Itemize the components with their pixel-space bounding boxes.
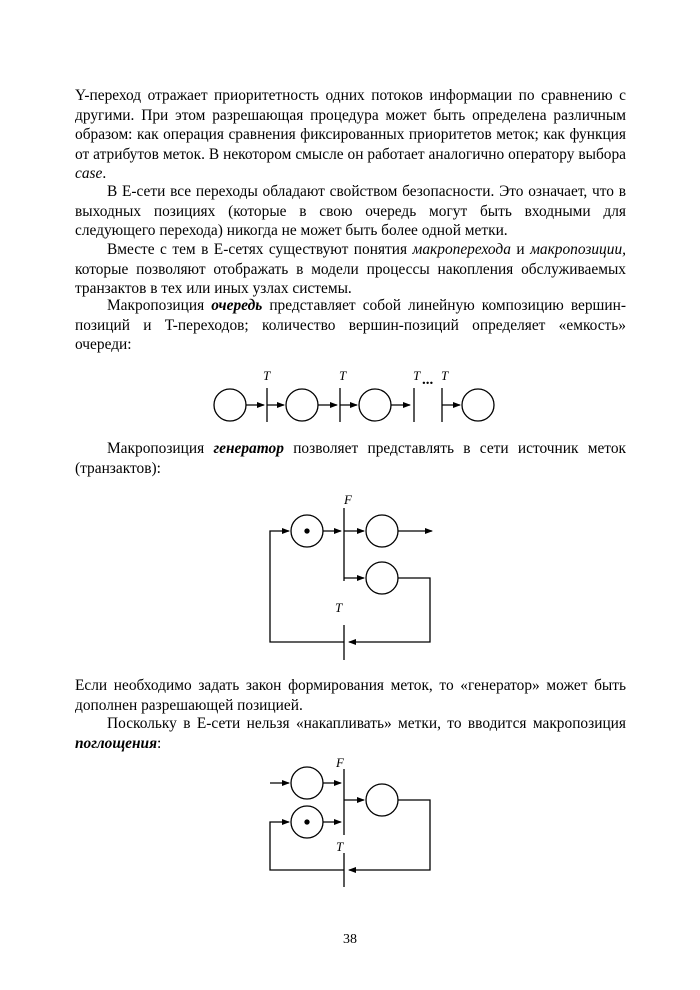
queue-label-t2: T xyxy=(339,368,347,383)
queue-ellipsis: ... xyxy=(422,372,434,388)
absorption-place-out xyxy=(366,784,398,816)
queue-place-4 xyxy=(462,389,494,421)
generator-label-t: T xyxy=(335,600,343,615)
absorption-place-in xyxy=(291,767,323,799)
paragraph-y-transition: Y-переход отражает приоритетность одних потоков информации по сравнению с другими. При этом разрешающая процедура может быть определена различным образом: как операция сравнения фиксированных приоритетов меток; как функция от атрибутов меток. В некотором смысле он работает аналогично оператору выбора case. xyxy=(75,87,626,182)
page-number: 38 xyxy=(343,932,357,947)
paragraph-generator: Макропозиция генератор позволяет представлять в сети источник меток (транзактов): xyxy=(75,440,627,477)
paragraph-absorption: Поскольку в Е-сети нельзя «накапливать» метки, то вводится макропозиция поглощения: xyxy=(75,715,626,752)
paragraph-generator-law: Если необходимо задать закон формирования меток, то «генератор» может быть дополнен разрешающей позицией. xyxy=(75,677,626,714)
generator-place-out xyxy=(366,515,398,547)
generator-label-f: F xyxy=(344,492,352,507)
queue-diagram xyxy=(200,360,510,435)
absorption-diagram xyxy=(260,755,450,895)
queue-label-t4: T xyxy=(441,368,449,383)
queue-label-t1: T xyxy=(263,368,271,383)
paragraph-queue: Макропозиция очередь представляет собой линейную композицию вершин-позиций и T-переходов; количество вершин-позиций определяет «емкость» очереди: xyxy=(75,297,626,353)
queue-place-3 xyxy=(359,389,391,421)
queue-place-1 xyxy=(214,389,246,421)
absorption-label-f: F xyxy=(336,755,344,770)
generator-diagram xyxy=(260,490,450,670)
absorption-label-t: T xyxy=(336,839,344,854)
queue-place-2 xyxy=(286,389,318,421)
paragraph-e-net-safety: В Е-сети все переходы обладают свойством безопасности. Это означает, что в выходных позициях (которые в свою очередь могут быть входными для следующего перехода) никогда не может быть более одной метки. xyxy=(75,183,626,239)
paragraph-macro-concepts: Вместе с тем в Е-сетях существуют понятия макроперехода и макропозиции, которые позволяют отображать в модели процессы накопления обслуживаемых транзактов в тех или иных узлах системы. xyxy=(75,241,626,297)
generator-place-return xyxy=(366,562,398,594)
queue-label-t3: T xyxy=(413,368,421,383)
